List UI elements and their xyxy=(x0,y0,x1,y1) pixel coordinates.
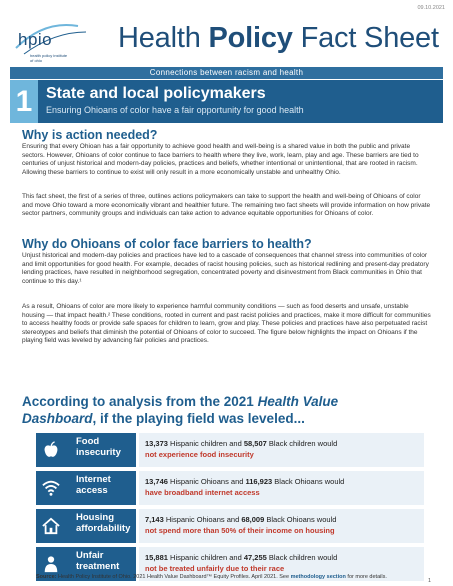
stat-text: Black Ohioans would xyxy=(264,515,337,524)
hero-subheading: Ensuring Ohioans of color have a fair opportunity for good health xyxy=(46,105,304,115)
title-pre: Health xyxy=(118,22,209,54)
impact-value-cell xyxy=(139,471,424,505)
impact-outcome: not experience food insecurity xyxy=(145,450,254,459)
barriers-paragraph-2: As a result, Ohioans of color are more likely to experience harmful community conditions — such as food deserts and unsafe, unstable housing — that impact health.² These conditions, rooted in current and past racist policies and practices, make it more difficult for communities to access healthy foods or provide safe spaces for children to learn, grow and play. These policies and practices have also perpetuated racist stereotypes and beliefs that diminish the potential of Ohioans of color to succeed. The figure below highlights the impact on Ohioans if the playing field was leveled by advancing fair policies and practices. xyxy=(22,303,431,344)
hispanic-count: 13,373 xyxy=(145,439,168,448)
hispanic-count: 13,746 xyxy=(145,477,168,486)
barriers-heading: Why do Ohioans of color face barriers to health? xyxy=(22,237,312,251)
logo-word: hpio xyxy=(18,30,53,49)
hero-heading: State and local policymakers xyxy=(46,85,266,102)
logo-subtitle xyxy=(30,54,67,63)
impact-outcome: not be treated unfairly due to their race xyxy=(145,564,285,573)
impact-stat-line xyxy=(145,515,336,524)
hispanic-count: 7,143 xyxy=(145,515,164,524)
analysis-pre: According to analysis from the 2021 xyxy=(22,394,258,409)
impact-row xyxy=(36,509,424,543)
stat-text: Hispanic Ohioans and xyxy=(163,515,242,524)
source-label: Source: xyxy=(36,574,57,580)
source-end: for more details. xyxy=(345,574,387,580)
impact-label-cell xyxy=(36,509,136,543)
hpio-logo xyxy=(14,18,94,64)
hero-section xyxy=(10,80,443,123)
source-note xyxy=(36,574,416,580)
stat-text: Black children would xyxy=(266,439,338,448)
impact-label: Internet access xyxy=(76,474,111,496)
stat-text: Hispanic children and xyxy=(167,439,244,448)
black-count: 68,009 xyxy=(241,515,265,524)
impact-row xyxy=(36,433,424,467)
page-number: 1 xyxy=(427,578,431,584)
logo-sub-line1: health policy institute xyxy=(30,53,68,58)
black-count: 116,923 xyxy=(245,477,273,486)
source-text: Health Policy Institute of Ohio. 2021 Health Value Dashboard™ Equity Profiles. April 2021. See xyxy=(56,574,291,580)
impact-outcome: not spend more than 50% of their income on housing xyxy=(145,526,335,535)
apple-icon xyxy=(42,441,60,459)
impact-label: Food insecurity xyxy=(76,436,121,458)
barriers-paragraph-1: Unjust historical and modern-day policies and practices have led to a cascade of consequences that channel stress into communities of color and limit opportunities for good health. For example, decades of racist housing policies, such as historical redlining and present-day predatory lending practices, have resulted in neighborhood segregation, concentrated poverty and disinvestment from Black communities in Ohio that continue to this day.¹ xyxy=(22,252,429,285)
series-banner: Connections between racism and health xyxy=(10,67,443,79)
house-icon xyxy=(42,517,60,535)
impact-value-cell xyxy=(139,433,424,467)
impact-row xyxy=(36,471,424,505)
logo-sub-line2: of ohio xyxy=(30,57,43,63)
impact-label-cell xyxy=(36,433,136,467)
why-heading: Why is action needed? xyxy=(22,128,158,142)
stat-text: Black Ohioans would xyxy=(272,477,345,486)
why-paragraph-2: This fact sheet, the first of a series of three, outlines actions policymakers can take to support the health and well-being of Ohioans of color and move Ohio toward a more economically vibrant and healthier future. The remaining two fact sheets will provide information on how private sector partners, community groups and individuals can take action to advance equitable opportunities for Ohioans of color. xyxy=(22,193,431,217)
impact-stat-line xyxy=(145,553,337,562)
impact-value-cell xyxy=(139,509,424,543)
page-title xyxy=(118,22,439,55)
analysis-heading xyxy=(22,393,402,427)
impact-outcome: have broadband internet access xyxy=(145,488,260,497)
section-number: 1 xyxy=(10,80,38,123)
analysis-post: , if the playing field was leveled... xyxy=(92,411,305,426)
hispanic-count: 15,881 xyxy=(145,553,168,562)
methodology-link[interactable]: methodology section xyxy=(290,574,346,580)
impact-stat-line xyxy=(145,477,344,486)
analysis-italic: Health Value Dashboard xyxy=(22,394,339,426)
impact-stat-line xyxy=(145,439,337,448)
person-icon xyxy=(42,555,60,573)
impact-label-cell xyxy=(36,471,136,505)
stat-text: Hispanic children and xyxy=(167,553,244,562)
black-count: 58,507 xyxy=(243,439,267,448)
why-paragraph-1: Ensuring that every Ohioan has a fair opportunity to achieve good health and well-being is a shared value in both the public and private sectors. However, Ohioans of color continue to face barriers to health where they live, work, learn, play and age. These barriers are tied to centuries of unjust historical and modern-day policies, practices and beliefs, whether intentional or unintentional, that are rooted in racism. Allowing these barriers to continue to exist will only result in a more economically unstable and unhealthy Ohio. xyxy=(22,143,419,176)
impact-label: Unfair treatment xyxy=(76,550,120,572)
wifi-icon xyxy=(42,479,60,497)
publication-date: 09.10.2021 xyxy=(417,5,445,11)
title-post: Fact Sheet xyxy=(292,22,439,54)
title-bold: Policy xyxy=(208,22,293,54)
black-count: 47,255 xyxy=(243,553,267,562)
stat-text: Hispanic Ohioans and xyxy=(167,477,246,486)
impact-table xyxy=(36,433,424,585)
stat-text: Black children would xyxy=(266,553,338,562)
impact-label: Housing affordability xyxy=(76,512,131,534)
